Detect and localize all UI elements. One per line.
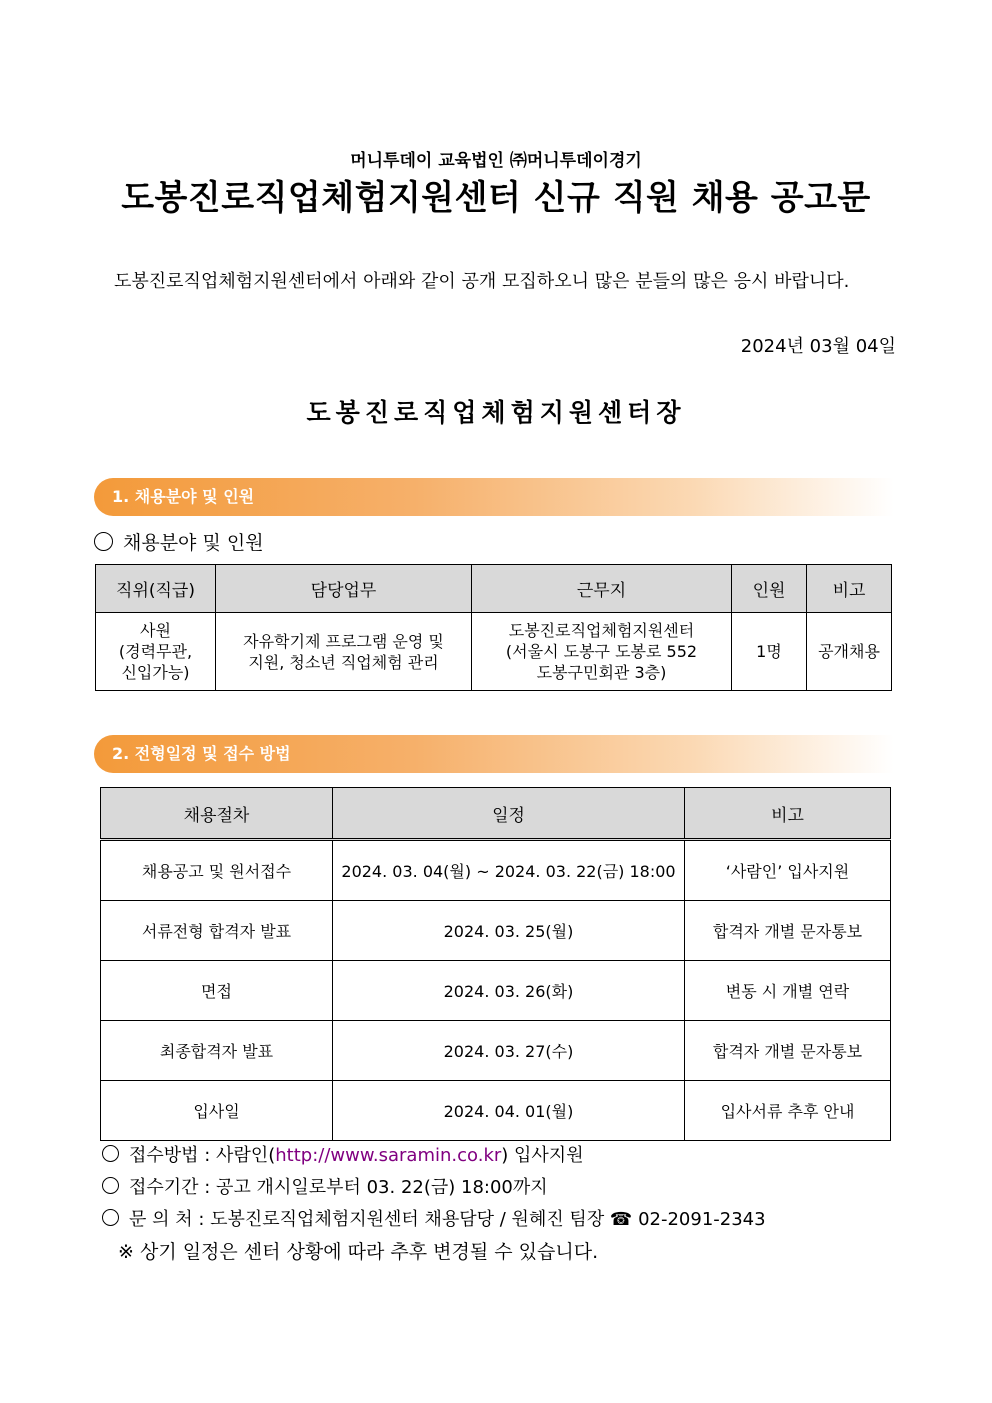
- positions-table: [95, 564, 892, 691]
- intro-text: 도봉진로직업체험지원센터에서 아래와 같이 공개 모집하오니 많은 분들의 많은 응시 바랍니다.: [114, 271, 850, 292]
- cell-note: 합격자 개별 문자통보: [685, 1021, 891, 1081]
- notice-date: 2024년 03월 04일: [740, 336, 896, 357]
- col-header-schedule: 일정: [333, 788, 685, 840]
- section-1-subhead: [94, 528, 264, 555]
- schedule-table: [100, 787, 891, 1141]
- note-contact: [102, 1204, 766, 1236]
- table-row: [101, 961, 891, 1021]
- section-2-title: 2. 전형일정 및 접수 방법: [112, 744, 291, 763]
- position-line: 사원: [140, 621, 171, 640]
- cell-step: 입사일: [101, 1081, 333, 1141]
- section-1-title: 1. 채용분야 및 인원: [112, 487, 255, 506]
- duty-line: 지원, 청소년 직업체험 관리: [248, 652, 439, 672]
- cell-schedule: 2024. 03. 27(수): [333, 1021, 685, 1081]
- circle-bullet-icon: [102, 1145, 119, 1162]
- col-header-duty: 담당업무: [216, 565, 472, 613]
- cell-note: 공개채용: [807, 613, 892, 691]
- cell-count: 1명: [732, 613, 807, 691]
- col-header-location: 근무지: [472, 565, 732, 613]
- cell-note: 합격자 개별 문자통보: [685, 901, 891, 961]
- cell-schedule: 2024. 03. 04(월) ~ 2024. 03. 22(금) 18:00: [333, 840, 685, 901]
- table-row: [101, 1081, 891, 1141]
- position-line: 신입가능): [121, 663, 190, 682]
- location-line: (서울시 도봉구 도봉로 552: [505, 642, 698, 661]
- circle-bullet-icon: [94, 532, 113, 551]
- cell-step: 면접: [101, 961, 333, 1021]
- location-line: 도봉진로직업체험지원센터: [508, 621, 695, 640]
- cell-schedule: 2024. 03. 25(월): [333, 901, 685, 961]
- location-line: 도봉구민회관 3층): [536, 663, 667, 682]
- cell-schedule: 2024. 03. 26(화): [333, 961, 685, 1021]
- footnote: ※ 상기 일정은 센터 상황에 따라 추후 변경될 수 있습니다.: [118, 1241, 599, 1263]
- signer: 도봉진로직업체험지원센터장: [306, 398, 686, 427]
- section-2-header: [94, 735, 894, 773]
- cell-position: [96, 613, 216, 691]
- circle-bullet-icon: [102, 1177, 119, 1194]
- organization-name: 머니투데이 교육법인 ㈜머니투데이경기: [350, 151, 642, 171]
- table-row: [101, 840, 891, 901]
- table-header-row: [101, 788, 891, 840]
- cell-note: 변동 시 개별 연락: [685, 961, 891, 1021]
- saramin-link[interactable]: http://www.saramin.co.kr: [275, 1145, 502, 1166]
- cell-step: 서류전형 합격자 발표: [101, 901, 333, 961]
- contact-text: 문 의 처 : 도봉진로직업체험지원센터 채용담당 / 원혜진 팀장 ☎ 02-2091-2343: [129, 1209, 766, 1230]
- table-row: [96, 613, 892, 691]
- table-header-row: [96, 565, 892, 613]
- notes: [102, 1140, 766, 1268]
- col-header-step: 채용절차: [101, 788, 333, 840]
- cell-step: 최종합격자 발표: [101, 1021, 333, 1081]
- subhead-text: 채용분야 및 인원: [123, 532, 264, 554]
- period-text: 접수기간 : 공고 개시일로부터 03. 22(금) 18:00까지: [129, 1177, 548, 1198]
- note-method: [102, 1140, 766, 1172]
- table-row: [101, 901, 891, 961]
- method-text: 접수방법 : 사람인(: [129, 1145, 276, 1166]
- cell-note: ‘사람인’ 입사지원: [685, 840, 891, 901]
- method-suffix: ) 입사지원: [501, 1145, 584, 1166]
- col-header-count: 인원: [732, 565, 807, 613]
- section-1-header: [94, 478, 894, 516]
- circle-bullet-icon: [102, 1209, 119, 1226]
- note-period: [102, 1172, 766, 1204]
- cell-step: 채용공고 및 원서접수: [101, 840, 333, 901]
- col-header-note: 비고: [685, 788, 891, 840]
- table-row: [101, 1021, 891, 1081]
- col-header-position: 직위(직급): [96, 565, 216, 613]
- page-title: 도봉진로직업체험지원센터 신규 직원 채용 공고문: [121, 178, 871, 218]
- cell-duty: [216, 613, 472, 691]
- duty-line: 자유학기제 프로그램 운영 및: [243, 631, 444, 651]
- cell-location: [472, 613, 732, 691]
- cell-schedule: 2024. 04. 01(월): [333, 1081, 685, 1141]
- position-line: (경력무관,: [118, 642, 193, 661]
- cell-note: 입사서류 추후 안내: [685, 1081, 891, 1141]
- col-header-note: 비고: [807, 565, 892, 613]
